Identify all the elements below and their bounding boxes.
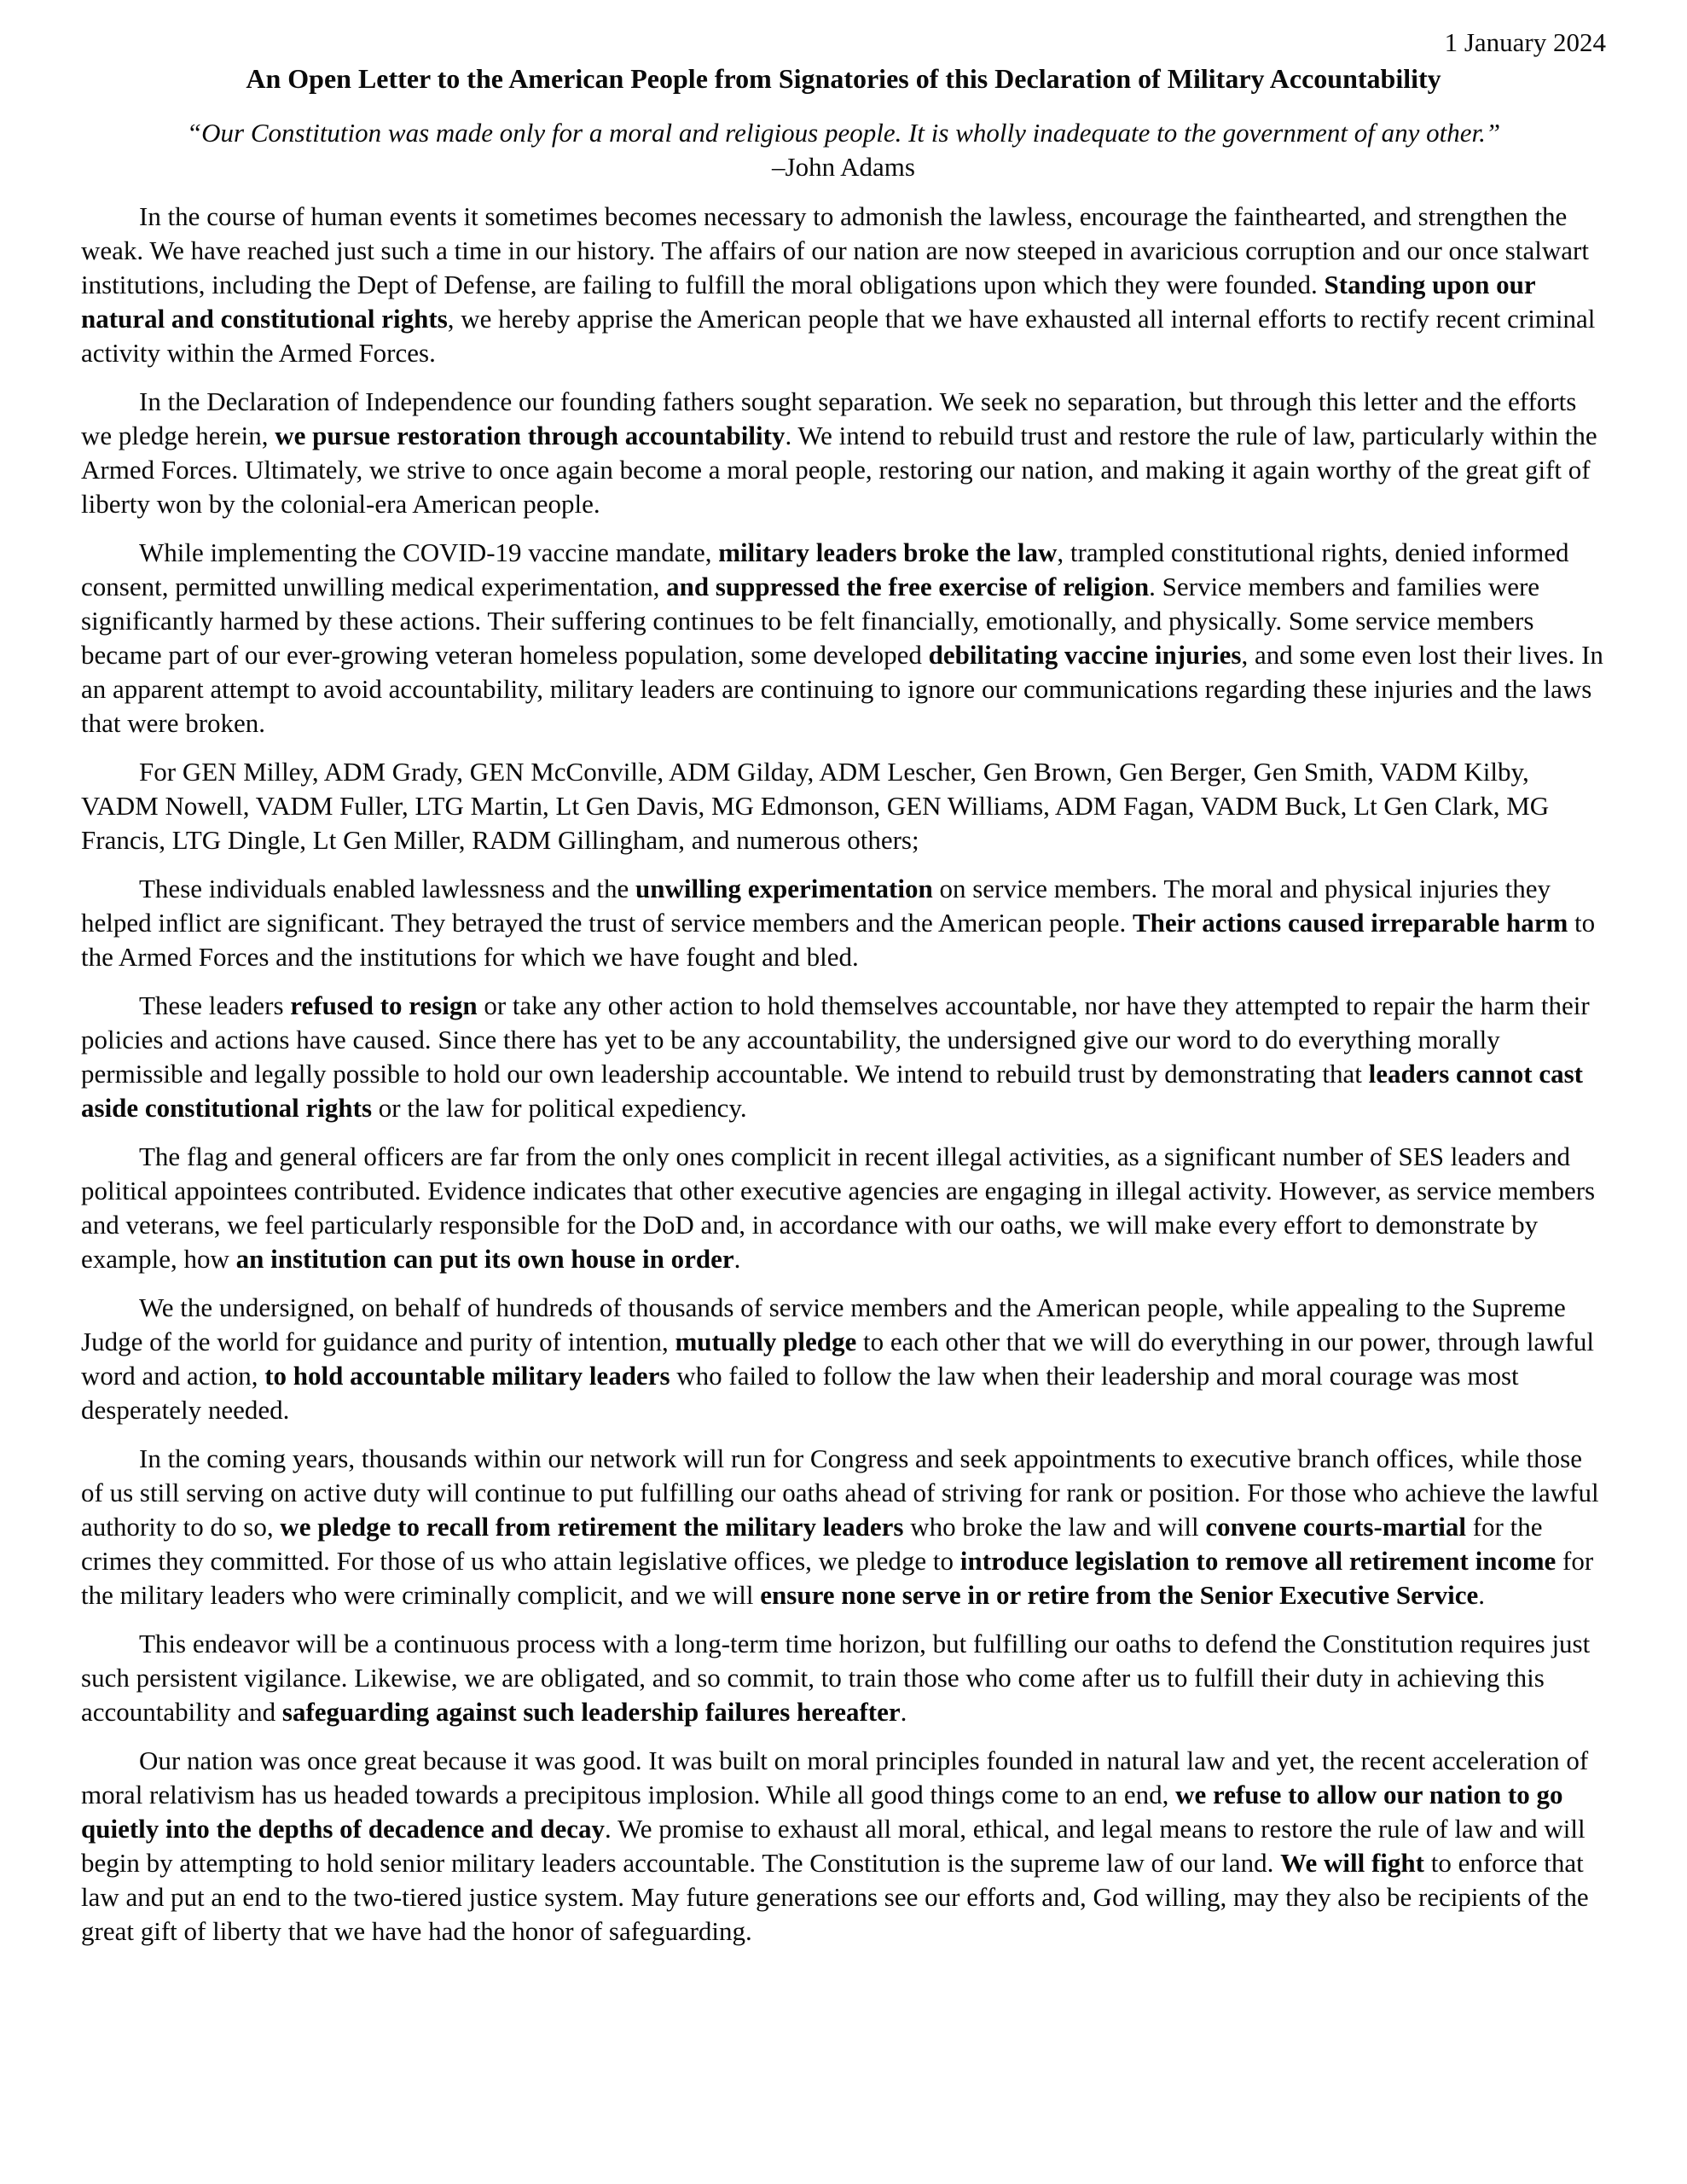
letter-body <box>81 200 1606 1949</box>
paragraph: For GEN Milley, ADM Grady, GEN McConville, ADM Gilday, ADM Lescher, Gen Brown, Gen Berger, Gen Smith, VADM Kilby, VADM Nowell, VADM Fuller, LTG Martin, Lt Gen Davis, MG Edmonson, GEN Williams, ADM Fagan, VADM Buck, Lt Gen Clark, MG Francis, LTG Dingle, Lt Gen Miller, RADM Gillingham, and numerous others; <box>81 757 1550 855</box>
paragraph: These individuals enabled lawlessness and the unwilling experimentation on service members. The moral and physical injuries they helped inflict are significant. They betrayed the trust of service members and the American people. Their actions caused irreparable harm to the Armed Forces and the institutions for which we have fought and bled. <box>81 874 1596 972</box>
paragraph: While implementing the COVID-19 vaccine mandate, military leaders broke the law, trampled constitutional rights, denied informed consent, permitted unwilling medical experimentation, and suppressed the free exercise of religion. Service members and families were significantly harmed by these actions. Their suffering continues to be felt financially, emotionally, and physically. Some service members became part of our ever-growing veteran homeless population, some developed debilitating vaccine injuries, and some even lost their lives. In an apparent attempt to avoid accountability, military leaders are continuing to ignore our communications regarding these injuries and the laws that were broken. <box>81 537 1603 738</box>
paragraph: In the Declaration of Independence our founding fathers sought separation. We seek no separation, but through this letter and the efforts we pledge herein, we pursue restoration through accountability. We intend to rebuild trust and restore the rule of law, particularly within the Armed Forces. Ultimately, we strive to once again become a moral people, restoring our nation, and making it again worthy of the great gift of liberty won by the colonial-era American people. <box>81 386 1597 519</box>
date-line: 1 January 2024 <box>1444 27 1606 57</box>
paragraph: Our nation was once great because it was good. It was built on moral principles founded in natural law and yet, the recent acceleration of moral relativism has us headed towards a precipitous implosion. While all good things come to an end, we refuse to allow our nation to go quietly into the depths of decadence and decay. We promise to exhaust all moral, ethical, and legal means to restore the rule of law and will begin by attempting to hold senior military leaders accountable. The Constitution is the supreme law of our land. We will fight to enforce that law and put an end to the two-tiered justice system. May future generations see our efforts and, God willing, may they also be recipients of the great gift of liberty that we have had the honor of safeguarding. <box>81 1745 1589 1946</box>
paragraph: These leaders refused to resign or take any other action to hold themselves accountable, nor have they attempted to repair the harm their policies and actions have caused. Since there has yet to be any accountability, the undersigned give our word to do everything morally permissible and legally possible to hold our own leadership accountable. We intend to rebuild trust by demonstrating that leaders cannot cast aside constitutional rights or the law for political expediency. <box>81 990 1590 1123</box>
paragraph: In the course of human events it sometimes becomes necessary to admonish the lawless, encourage the fainthearted, and strengthen the weak. We have reached just such a time in our history. The affairs of our nation are now steeped in avaricious corruption and our once stalwart institutions, including the Dept of Defense, are failing to fulfill the moral obligations upon which they were founded. Standing upon our natural and constitutional rights, we hereby apprise the American people that we have exhausted all internal efforts to rectify recent criminal activity within the Armed Forces. <box>81 201 1596 368</box>
paragraph: The flag and general officers are far from the only ones complicit in recent illegal activities, as a significant number of SES leaders and political appointees contributed. Evidence indicates that other executive agencies are engaging in illegal activity. However, as service members and veterans, we feel particularly responsible for the DoD and, in accordance with our oaths, we will make every effort to demonstrate by example, how an institution can put its own house in order. <box>81 1141 1596 1274</box>
paragraph: In the coming years, thousands within our network will run for Congress and seek appointments to executive branch offices, while those of us still serving on active duty will continue to put fulfilling our oaths ahead of striving for rank or position. For those who achieve the lawful authority to do so, we pledge to recall from retirement the military leaders who broke the law and will convene courts-martial for the crimes they committed. For those of us who attain legislative offices, we pledge to introduce legislation to remove all retirement income for the military leaders who were criminally complicit, and we will ensure none serve in or retire from the Senior Executive Service. <box>81 1443 1599 1610</box>
epigraph-quote: “Our Constitution was made only for a moral and religious people. It is wholly inadequate to the government of any other.” <box>186 118 1501 148</box>
letter-title: An Open Letter to the American People from Signatories of this Declaration of Military Accountability <box>246 63 1441 94</box>
paragraph: We the undersigned, on behalf of hundreds of thousands of service members and the American people, while appealing to the Supreme Judge of the world for guidance and purity of intention, mutually pledge to each other that we will do everything in our power, through lawful word and action, to hold accountable military leaders who failed to follow the law when their leadership and moral courage was most desperately needed. <box>81 1292 1595 1425</box>
paragraph: This endeavor will be a continuous process with a long-term time horizon, but fulfilling our oaths to defend the Constitution requires just such persistent vigilance. Likewise, we are obligated, and so commit, to train those who come after us to fulfill their duty in achieving this accountability and safeguarding against such leadership failures hereafter. <box>81 1629 1591 1727</box>
epigraph-attribution: –John Adams <box>772 152 915 182</box>
